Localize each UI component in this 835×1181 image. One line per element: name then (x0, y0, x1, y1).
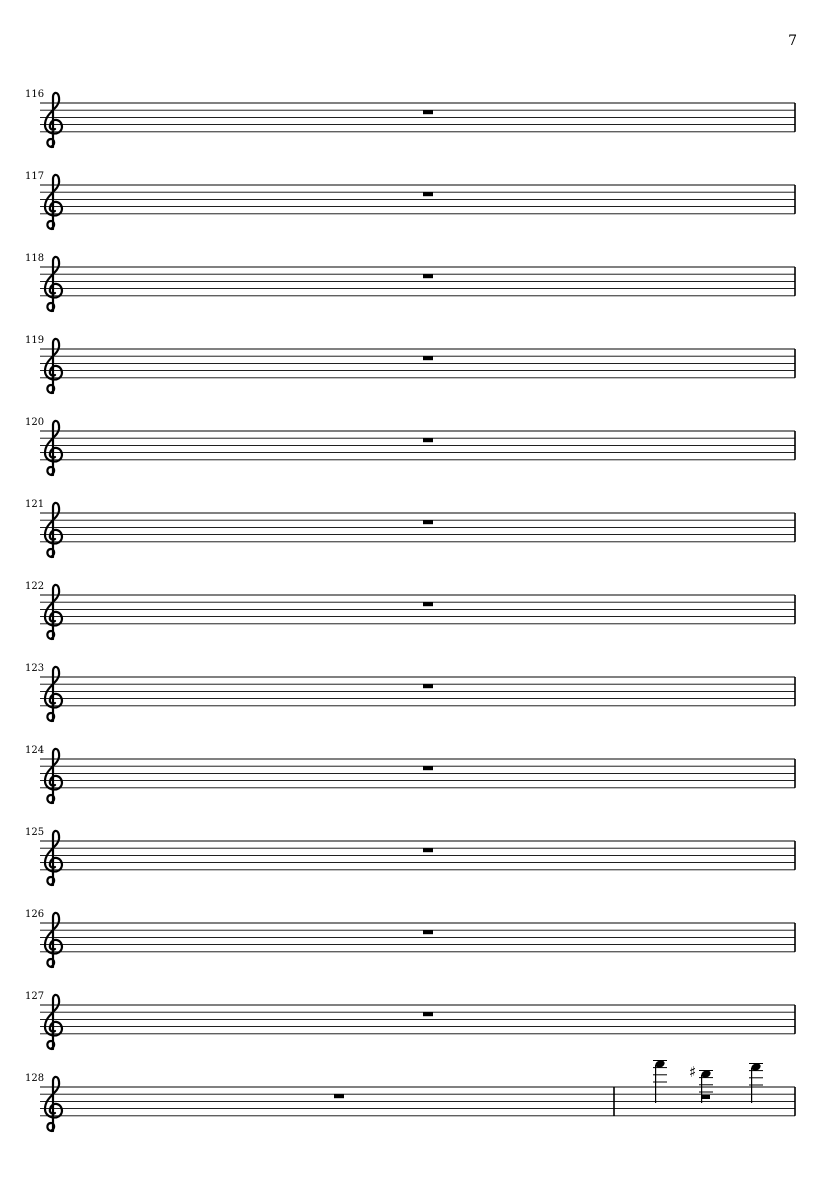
staff-system (0, 90, 835, 172)
staff-system (0, 500, 835, 582)
staff-system (0, 1063, 835, 1156)
staff (0, 1063, 835, 1156)
treble-clef-icon (45, 503, 62, 557)
treble-clef-icon (45, 93, 62, 147)
treble-clef-icon (45, 913, 62, 967)
page-number: 7 (788, 33, 797, 49)
measure-number: 118 (25, 253, 45, 264)
whole-rest-icon (423, 766, 433, 770)
measure-number: 119 (25, 335, 45, 346)
whole-rest-icon (423, 684, 433, 688)
treble-clef-icon (45, 995, 62, 1049)
whole-rest-icon (334, 1094, 344, 1098)
staff (0, 992, 835, 1074)
measure-number: 127 (25, 991, 45, 1002)
measure-number: 125 (25, 827, 45, 838)
treble-clef-icon (45, 175, 62, 229)
measure-number: 116 (25, 89, 45, 100)
treble-clef-icon (45, 1077, 62, 1131)
staff (0, 254, 835, 336)
measure-number: 117 (25, 171, 45, 182)
measure-number: 122 (25, 581, 45, 592)
treble-clef-icon (45, 749, 62, 803)
treble-clef-icon (45, 421, 62, 475)
whole-rest-icon (423, 1012, 433, 1016)
whole-rest-icon (423, 438, 433, 442)
measure-number: 128 (25, 1073, 45, 1084)
whole-rest-icon (423, 274, 433, 278)
staff-system (0, 992, 835, 1074)
staff-system (0, 582, 835, 664)
treble-clef-icon (45, 257, 62, 311)
staff-system (0, 336, 835, 418)
treble-clef-icon (45, 667, 62, 721)
staff-system (0, 172, 835, 254)
staff-system (0, 664, 835, 746)
whole-rest-icon (423, 192, 433, 196)
sharp-accidental: ♯ (689, 1063, 697, 1081)
whole-rest-icon (423, 602, 433, 606)
whole-rest-icon (423, 930, 433, 934)
staff (0, 828, 835, 910)
staff (0, 500, 835, 582)
whole-rest-icon (423, 110, 433, 114)
treble-clef-icon (45, 585, 62, 639)
staff (0, 418, 835, 500)
staff (0, 172, 835, 254)
rest-block (701, 1095, 710, 1099)
whole-rest-icon (423, 848, 433, 852)
treble-clef-icon (45, 339, 62, 393)
staff-system (0, 418, 835, 500)
staff (0, 746, 835, 828)
staff (0, 90, 835, 172)
measure-number: 123 (25, 663, 45, 674)
staff (0, 582, 835, 664)
whole-rest-icon (423, 520, 433, 524)
staff-system (0, 254, 835, 336)
measure-number: 120 (25, 417, 45, 428)
whole-rest-icon (423, 356, 433, 360)
measure-number: 124 (25, 745, 45, 756)
measure-number: 126 (25, 909, 45, 920)
measure-number: 121 (25, 499, 45, 510)
staff-system (0, 746, 835, 828)
treble-clef-icon (45, 831, 62, 885)
staff (0, 910, 835, 992)
staff-system (0, 828, 835, 910)
staff (0, 336, 835, 418)
staff (0, 664, 835, 746)
staff-system (0, 910, 835, 992)
